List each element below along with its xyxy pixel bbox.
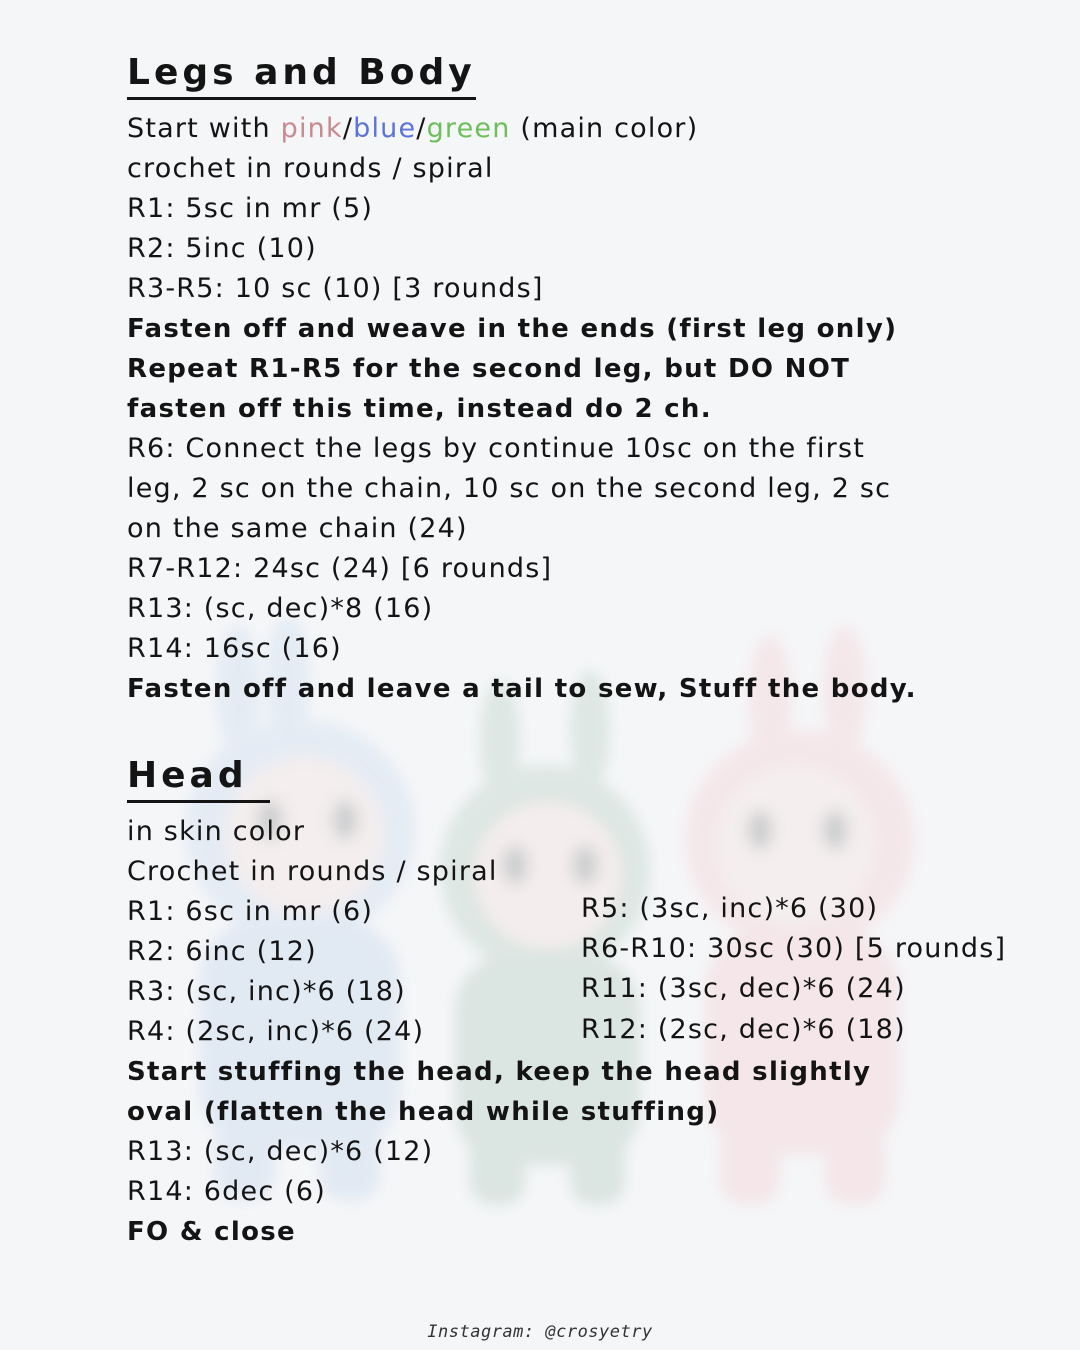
- instruction-note: fasten off this time, instead do 2 ch.: [127, 394, 712, 424]
- color-separator: /: [416, 113, 427, 144]
- instruction-note: Fasten off and weave in the ends (first leg only): [127, 314, 898, 344]
- color-blue: blue: [353, 113, 417, 144]
- round-line: R12: (2sc, dec)*6 (18): [581, 1014, 906, 1045]
- instruction-line: R7-R12: 24sc (24) [6 rounds]: [127, 553, 553, 584]
- instruction-line: R2: 5inc (10): [127, 233, 317, 264]
- round-line: R13: (sc, dec)*6 (12): [127, 1136, 434, 1167]
- round-line: R1: 6sc in mr (6): [127, 896, 374, 927]
- instruction-line: R14: 16sc (16): [127, 633, 342, 664]
- instruction-line: Crochet in rounds / spiral: [127, 856, 498, 887]
- instruction-line: crochet in rounds / spiral: [127, 153, 494, 184]
- instruction-line: R13: (sc, dec)*8 (16): [127, 593, 434, 624]
- instruction-note: Fasten off and leave a tail to sew, Stuff the body.: [127, 674, 917, 704]
- round-line: R14: 6dec (6): [127, 1176, 326, 1207]
- round-line: R4: (2sc, inc)*6 (24): [127, 1016, 425, 1047]
- round-line: R11: (3sc, dec)*6 (24): [581, 973, 906, 1004]
- color-separator: /: [342, 113, 354, 144]
- instruction-line: leg, 2 sc on the chain, 10 sc on the second leg, 2 sc: [127, 473, 892, 504]
- instruction-line: R6: Connect the legs by continue 10sc on the first: [127, 433, 866, 464]
- round-line: R2: 6inc (12): [127, 936, 317, 967]
- instruction-note: Repeat R1-R5 for the second leg, but DO NOT: [127, 354, 851, 384]
- round-line: R3: (sc, inc)*6 (18): [127, 976, 406, 1007]
- round-line: R6-R10: 30sc (30) [5 rounds]: [581, 933, 1007, 964]
- head-heading: Head: [127, 758, 270, 803]
- color-pink: pink: [280, 113, 343, 144]
- instruction-note: FO & close: [127, 1217, 296, 1247]
- start-with-suffix: (main color): [510, 113, 699, 144]
- color-green: green: [426, 113, 511, 144]
- instruction-line: in skin color: [127, 816, 306, 847]
- instruction-line: R1: 5sc in mr (5): [127, 193, 374, 224]
- legs-body-heading: Legs and Body: [127, 55, 476, 100]
- instruction-note: Start stuffing the head, keep the head slightly: [127, 1057, 872, 1087]
- instruction-note: oval (flatten the head while stuffing): [127, 1097, 720, 1127]
- start-with-line: [127, 115, 698, 142]
- instruction-line: R3-R5: 10 sc (10) [3 rounds]: [127, 273, 544, 304]
- round-line: R5: (3sc, inc)*6 (30): [581, 893, 879, 924]
- start-with-prefix: Start with: [127, 113, 281, 144]
- instruction-line: on the same chain (24): [127, 513, 468, 544]
- instagram-credit: Instagram: @crosyetry: [427, 1322, 653, 1342]
